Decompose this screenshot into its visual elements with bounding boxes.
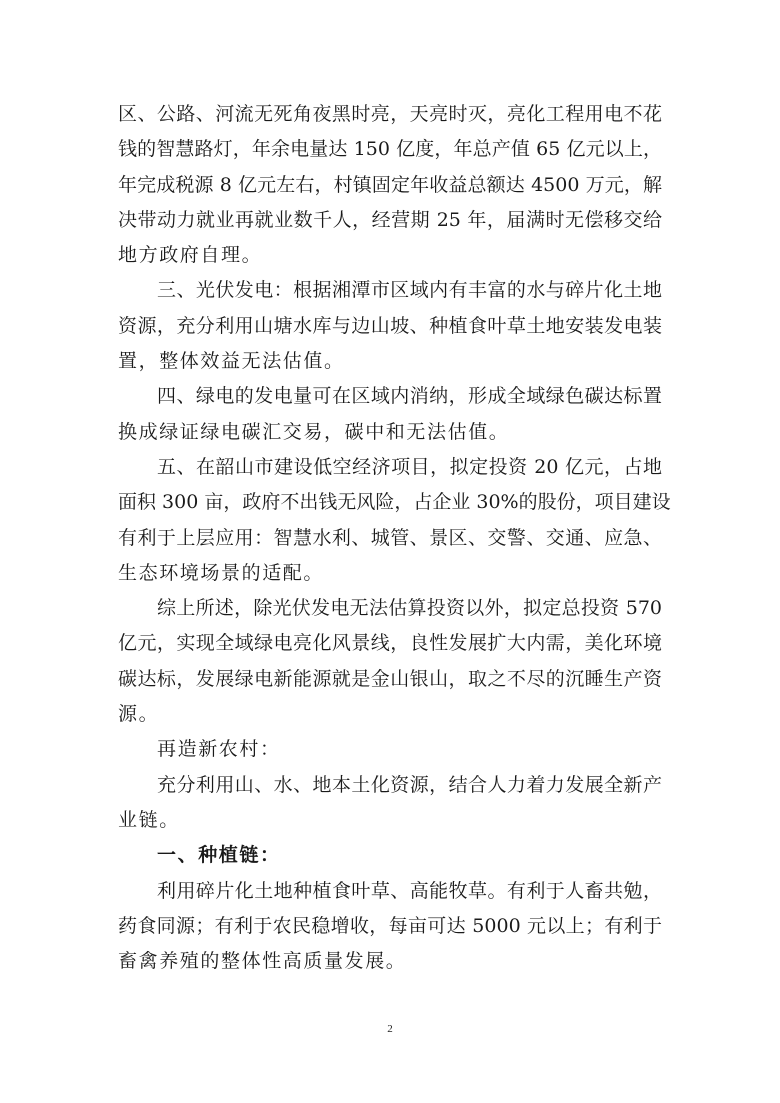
text-line: 药食同源；有利于农民稳增收，每亩可达 5000 元以上；有利于 bbox=[118, 914, 662, 937]
new-village-heading: 再造新农村： bbox=[157, 738, 281, 761]
text-line: 地方政府自理。 bbox=[118, 244, 263, 267]
text-line: 换成绿证绿电碳汇交易，碳中和无法估值。 bbox=[118, 420, 510, 443]
text-line: 面积 300 亩，政府不出钱无风险，占企业 30%的股份，项目建设 bbox=[118, 491, 671, 514]
section-five-paragraph: 五、在韶山市建设低空经济项目，拟定投资 20 亿元，占地 bbox=[157, 455, 662, 478]
document-body bbox=[118, 97, 671, 979]
text-line: 置，整体效益无法估值。 bbox=[118, 350, 345, 373]
text-line: 利用碎片化土地种植食叶草、高能牧草。有利于人畜共勉， bbox=[157, 879, 662, 902]
section-four-paragraph: 四、绿电的发电量可在区域内消纳，形成全域绿色碳达标置 bbox=[157, 385, 662, 408]
text-line: 决带动力就业再就业数千人，经营期 25 年，届满时无偿移交给 bbox=[118, 208, 662, 231]
text-line: 业链。 bbox=[118, 808, 180, 831]
planting-chain-heading: 一、种植链： bbox=[157, 844, 281, 867]
section-three-paragraph: 三、光伏发电：根据湘潭市区域内有丰富的水与碎片化土地 bbox=[157, 279, 662, 302]
text-line: 区、公路、河流无死角夜黑时亮，天亮时灭，亮化工程用电不花 bbox=[118, 103, 662, 125]
text-line: 有利于上层应用：智慧水利、城管、景区、交警、交通、应急、 bbox=[118, 526, 662, 549]
text-line: 充分利用山、水、地本土化资源，结合人力着力发展全新产 bbox=[157, 773, 662, 796]
text-line: 畜禽养殖的整体性高质量发展。 bbox=[118, 950, 407, 973]
text-line: 资源，充分利用山塘水库与边山坡、种植食叶草土地安装发电装 bbox=[118, 314, 662, 337]
text-line: 亿元，实现全域绿电亮化风景线，良性发展扩大内需，美化环境 bbox=[118, 632, 662, 655]
text-line: 钱的智慧路灯，年余电量达 150 亿度，年总产值 65 亿元以上， bbox=[118, 138, 662, 161]
text-line: 年完成税源 8 亿元左右，村镇固定年收益总额达 4500 万元，解 bbox=[118, 173, 662, 196]
text-line: 碳达标，发展绿电新能源就是金山银山，取之不尽的沉睡生产资 bbox=[118, 667, 662, 690]
page-number: 2 bbox=[387, 1023, 393, 1035]
summary-paragraph: 综上所述，除光伏发电无法估算投资以外，拟定总投资 570 bbox=[157, 597, 662, 620]
text-line: 源。 bbox=[118, 703, 160, 726]
text-line: 生态环境场景的适配。 bbox=[118, 561, 325, 584]
